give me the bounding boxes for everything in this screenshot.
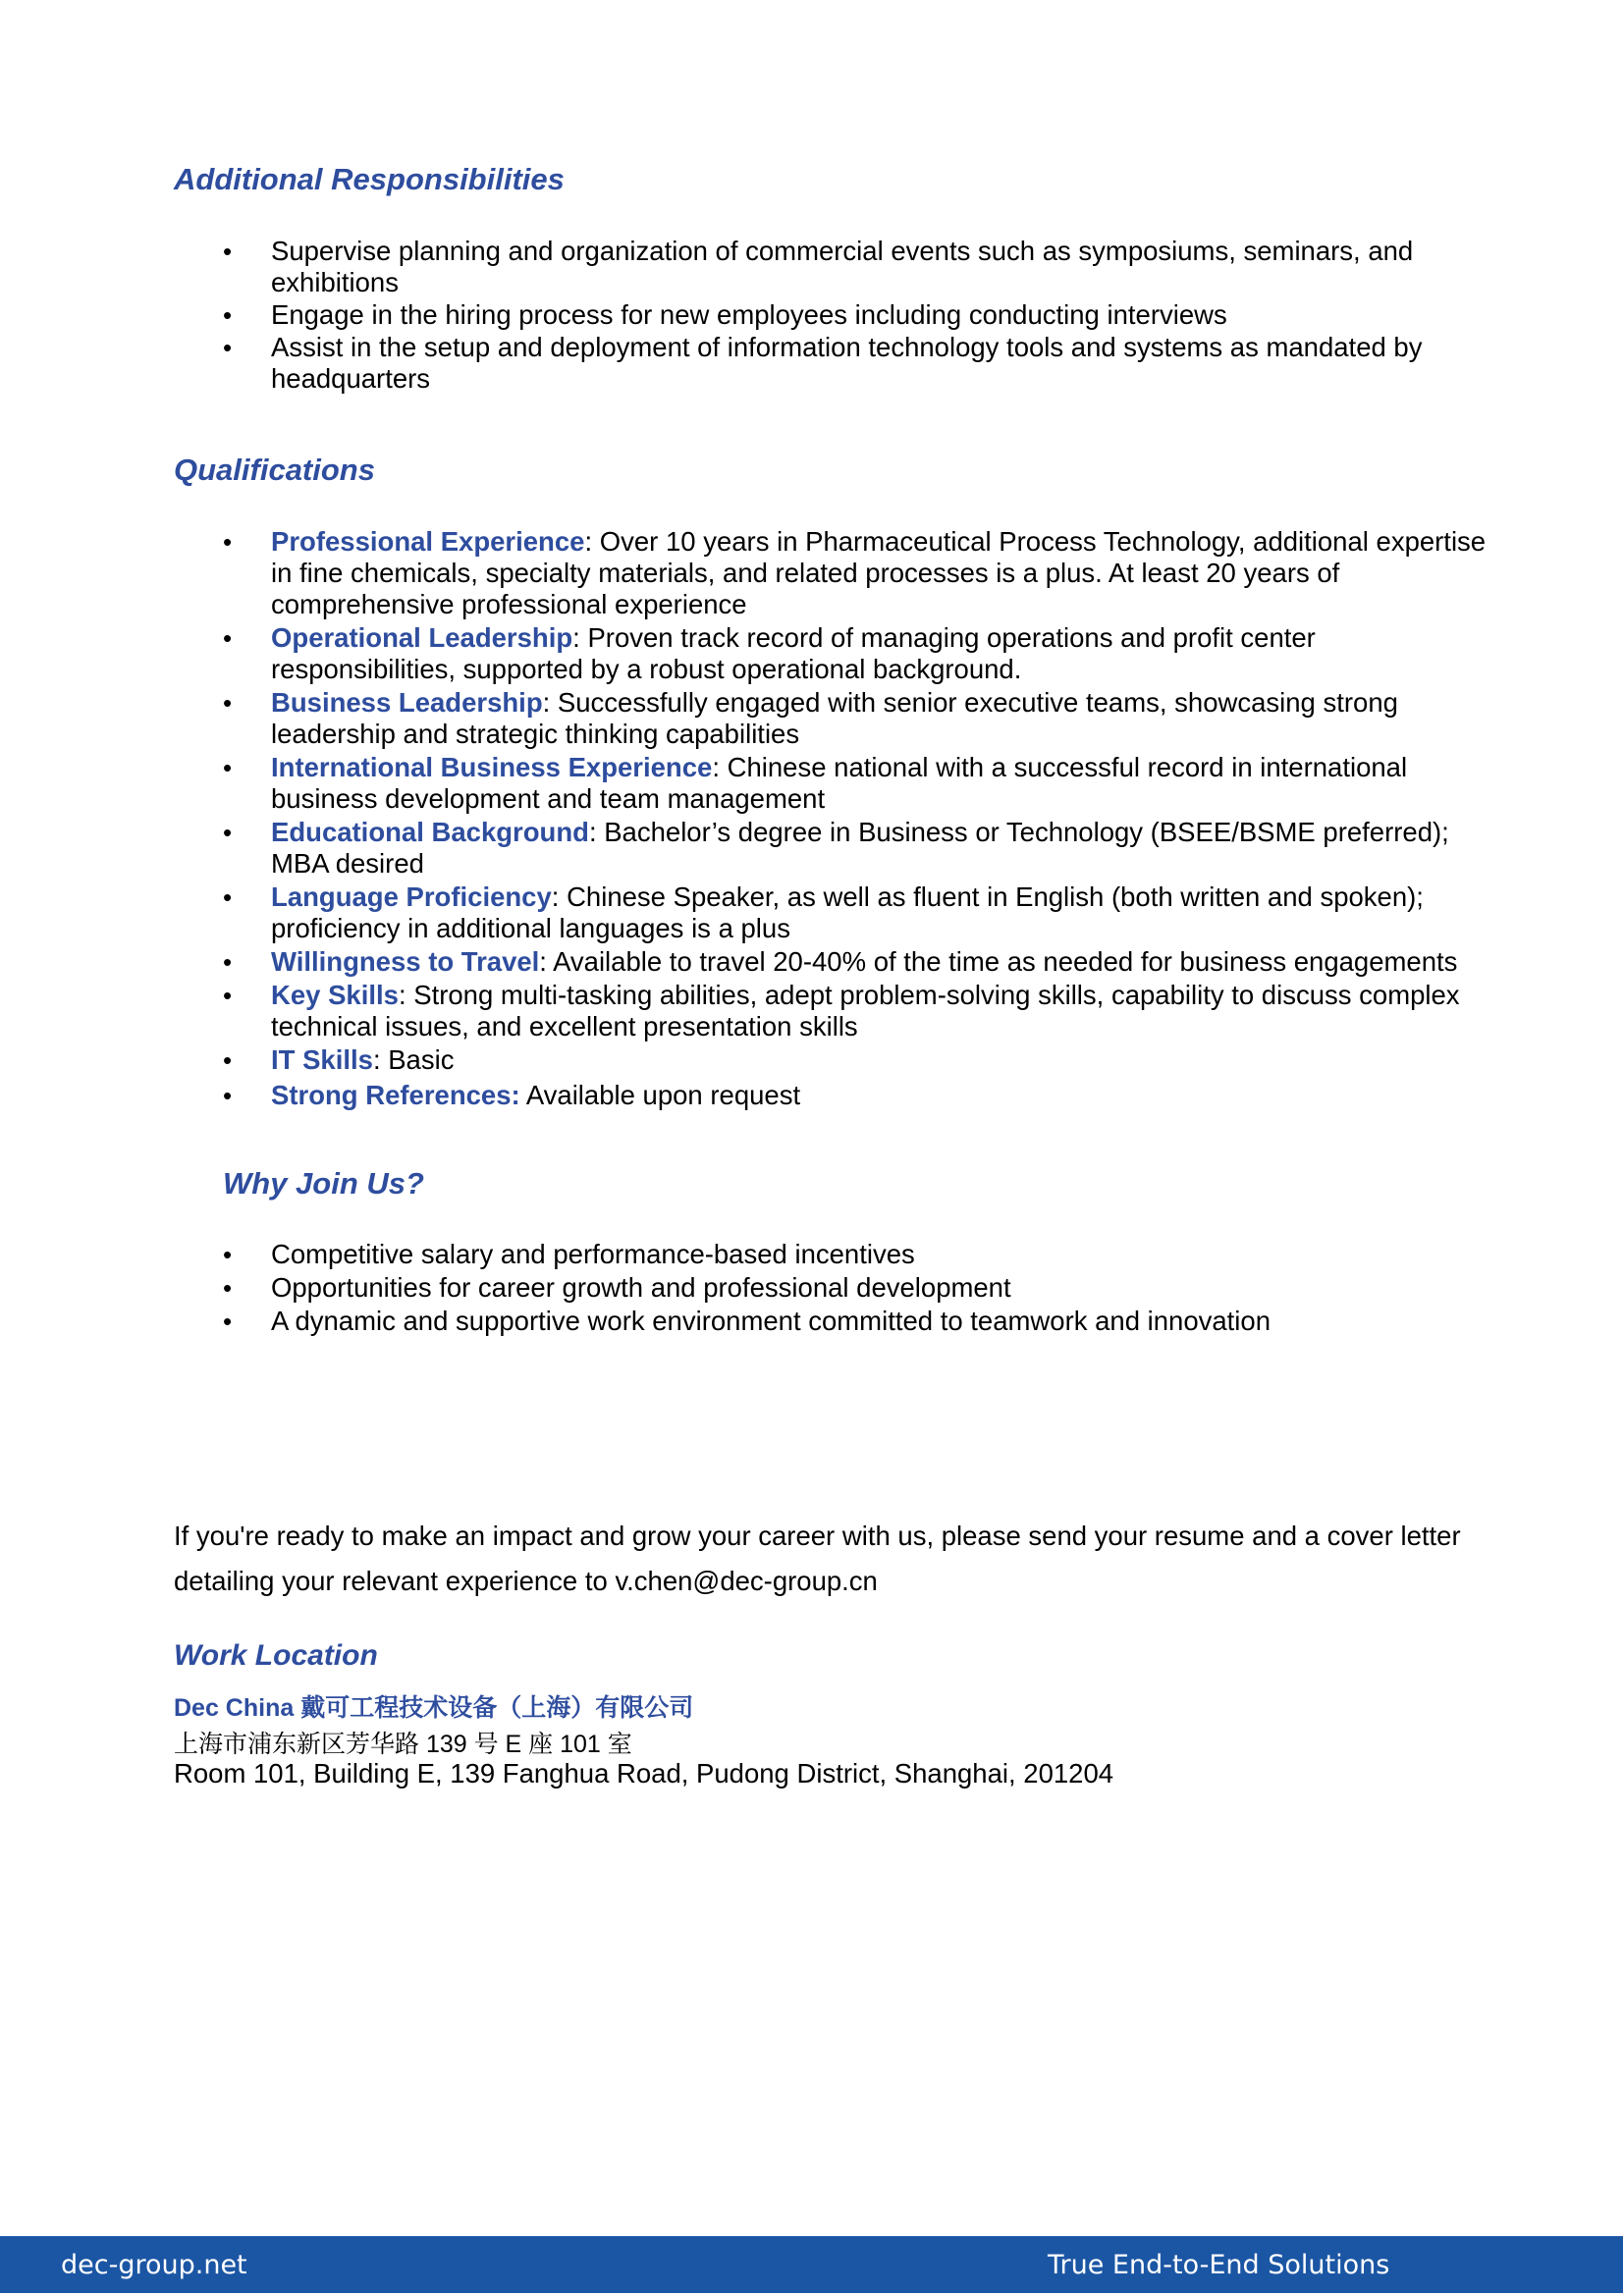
qualification-term: Language Proficiency	[271, 881, 552, 912]
qualification-item: • Operational Leadership: Proven track record of managing operations and profit center responsibilities, supported by a robust operational background.	[174, 622, 1489, 685]
qualification-term: Key Skills	[271, 980, 399, 1010]
qualification-item: • Key Skills: Strong multi-tasking abilities, adept problem-solving skills, capability to discuss complex technical issues, and excellent presentation skills	[174, 980, 1489, 1042]
qualification-term: IT Skills	[271, 1044, 373, 1075]
list-item-text: A dynamic and supportive work environment committed to teamwork and innovation	[271, 1306, 1271, 1336]
footer-bar	[0, 2236, 1623, 2293]
list-item-text: Assist in the setup and deployment of information technology tools and systems as mandated by headquarters	[271, 332, 1423, 394]
list-item-text: Engage in the hiring process for new employees including conducting interviews	[271, 299, 1227, 330]
qualification-text: Available to travel 20-40% of the time as needed for business engagements	[553, 946, 1458, 977]
qualification-text: Proven track record of managing operations and profit center responsibilities, supported by a robust operational background.	[271, 622, 1316, 684]
qualification-item: • IT Skills: Basic	[174, 1044, 1489, 1076]
qualifications-heading: Qualifications	[174, 453, 375, 487]
list-item	[174, 1306, 1489, 1337]
qualification-text: Over 10 years in Pharmaceutical Process Technology, additional expertise in fine chemicals, specialty materials, and related processes is a plus. At least 20 years of comprehensive professional experience	[271, 526, 1487, 619]
address-english: Room 101, Building E, 139 Fanghua Road, Pudong District, Shanghai, 201204	[174, 1758, 1114, 1789]
qualification-term: Willingness to Travel	[271, 946, 540, 977]
qualification-text: Basic	[388, 1044, 455, 1075]
list-item	[174, 1239, 1489, 1270]
qualification-item: • Business Leadership: Successfully engaged with senior executive teams, showcasing strong leadership and strategic thinking capabilities	[174, 687, 1489, 750]
address-chinese: 上海市浦东新区芳华路 139 号 E 座 101 室	[174, 1731, 632, 1758]
list-item-text: Competitive salary and performance-based incentives	[271, 1239, 915, 1269]
qualification-item: • International Business Experience: Chinese national with a successful record in international business development and team management	[174, 752, 1489, 815]
list-item-text: Supervise planning and organization of commercial events such as symposiums, seminars, and exhibitions	[271, 236, 1414, 297]
qualification-item: • Educational Background: Bachelor’s degree in Business or Technology (BSEE/BSME preferred); MBA desired	[174, 817, 1489, 880]
additional-responsibilities-list	[174, 236, 1489, 395]
footer-website: dec-group.net	[61, 2250, 247, 2280]
qualification-item: • Willingness to Travel: Available to travel 20-40% of the time as needed for business engagements	[174, 946, 1489, 978]
why-join-list	[174, 1239, 1489, 1337]
qualification-text: Chinese national with a successful record in international business development and team management	[271, 752, 1408, 814]
work-location-heading: Work Location	[174, 1639, 378, 1672]
list-item	[174, 236, 1489, 298]
qualification-text: Strong multi-tasking abilities, adept problem-solving skills, capability to discuss complex technical issues, and excellent presentation skills	[271, 980, 1460, 1041]
qualification-text: Bachelor’s degree in Business or Technology (BSEE/BSME preferred); MBA desired	[271, 817, 1449, 879]
qualification-item: • Professional Experience: Over 10 years in Pharmaceutical Process Technology, additional expertise in fine chemicals, specialty materials, and related processes is a plus. At least 20 years of comprehensive professional experience	[174, 526, 1489, 620]
company-name: Dec China 戴可工程技术设备（上海）有限公司	[174, 1694, 694, 1722]
list-item	[174, 1272, 1489, 1304]
qualification-term: Business Leadership	[271, 687, 543, 718]
qualification-term: International Business Experience	[271, 752, 713, 782]
additional-responsibilities-heading: Additional Responsibilities	[174, 162, 565, 196]
why-join-heading: Why Join Us?	[223, 1166, 424, 1201]
application-instructions: If you're ready to make an impact and grow your career with us, please send your resume and a cover letter detailing your relevant experience to v.chen@dec-group.cn	[174, 1521, 1461, 1596]
list-item-text: Opportunities for career growth and professional development	[271, 1272, 1011, 1303]
qualification-term: Operational Leadership	[271, 622, 573, 653]
qualification-term: Educational Background	[271, 817, 589, 847]
qualifications-list	[174, 526, 1489, 1111]
qualification-text: Chinese Speaker, as well as fluent in English (both written and spoken); proficiency in additional languages is a plus	[271, 881, 1424, 943]
list-item	[174, 299, 1489, 331]
qualification-term: Strong References:	[271, 1080, 520, 1110]
qualification-item	[174, 1080, 1489, 1111]
qualification-term: Professional Experience	[271, 526, 585, 557]
qualification-item: • Language Proficiency: Chinese Speaker, as well as fluent in English (both written and spoken); proficiency in additional languages is a plus	[174, 881, 1489, 944]
list-item	[174, 332, 1489, 395]
footer-tagline: True End-to-End Solutions	[1048, 2250, 1390, 2280]
qualification-text: Available upon request	[525, 1080, 801, 1110]
qualification-text: Successfully engaged with senior executive teams, showcasing strong leadership and strategic thinking capabilities	[271, 687, 1398, 749]
